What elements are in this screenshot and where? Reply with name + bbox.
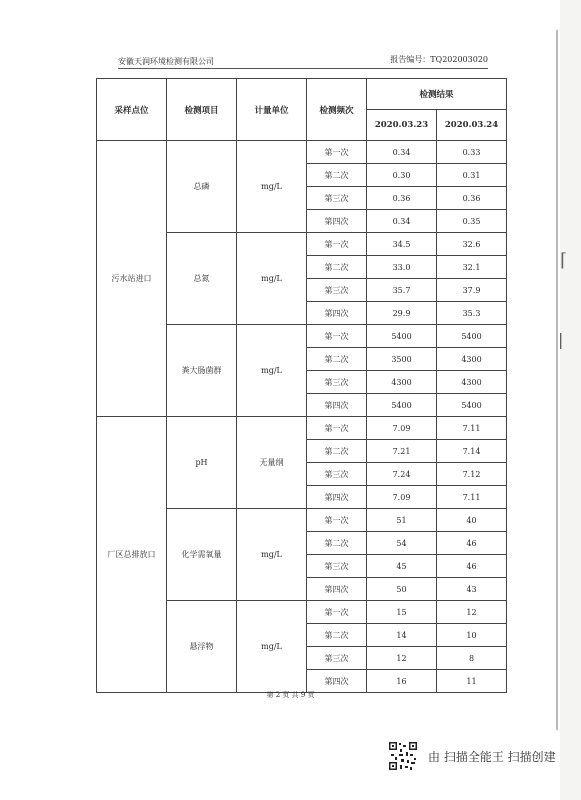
cell-frequency: 第一次 — [307, 141, 367, 164]
page-edge — [556, 30, 558, 730]
header-date-1: 2020.03.23 — [367, 110, 437, 141]
cell-frequency: 第二次 — [307, 256, 367, 279]
cell-unit: mg/L — [237, 509, 307, 601]
cell-value-day1: 33.0 — [367, 256, 437, 279]
cell-value-day2: 43 — [437, 578, 507, 601]
cell-test-item: 粪大肠菌群 — [167, 325, 237, 417]
header-test-item: 检测项目 — [167, 79, 237, 141]
cell-value-day2: 7.12 — [437, 463, 507, 486]
watermark-text: 由 扫描全能王 扫描创建 — [428, 750, 556, 764]
cell-frequency: 第一次 — [307, 601, 367, 624]
cell-frequency: 第四次 — [307, 302, 367, 325]
cell-value-day2: 40 — [437, 509, 507, 532]
cell-unit: mg/L — [237, 233, 307, 325]
cell-test-item: pH — [167, 417, 237, 509]
header-sampling-point: 采样点位 — [97, 79, 167, 141]
cell-test-item: 总氮 — [167, 233, 237, 325]
cell-frequency: 第三次 — [307, 647, 367, 670]
cell-frequency: 第一次 — [307, 325, 367, 348]
cell-value-day2: 37.9 — [437, 279, 507, 302]
header-unit: 计量单位 — [237, 79, 307, 141]
cell-value-day2: 35.3 — [437, 302, 507, 325]
cell-value-day2: 7.11 — [437, 486, 507, 509]
cell-unit: mg/L — [237, 141, 307, 233]
cell-value-day2: 7.14 — [437, 440, 507, 463]
cell-frequency: 第三次 — [307, 279, 367, 302]
cell-value-day1: 50 — [367, 578, 437, 601]
cell-value-day2: 0.35 — [437, 210, 507, 233]
cell-frequency: 第四次 — [307, 210, 367, 233]
document-header — [118, 54, 488, 70]
cell-value-day1: 14 — [367, 624, 437, 647]
cell-value-day2: 11 — [437, 670, 507, 693]
qr-code-icon — [388, 741, 418, 771]
cell-value-day1: 54 — [367, 532, 437, 555]
cell-value-day1: 5400 — [367, 325, 437, 348]
cell-test-item: 总磷 — [167, 141, 237, 233]
cell-value-day1: 7.09 — [367, 486, 437, 509]
cell-value-day2: 32.1 — [437, 256, 507, 279]
cell-frequency: 第二次 — [307, 624, 367, 647]
cell-value-day1: 12 — [367, 647, 437, 670]
cell-value-day2: 46 — [437, 555, 507, 578]
cell-value-day2: 5400 — [437, 325, 507, 348]
cell-frequency: 第一次 — [307, 509, 367, 532]
cell-value-day1: 5400 — [367, 394, 437, 417]
header-results: 检测结果 — [367, 79, 507, 110]
cell-value-day2: 4300 — [437, 371, 507, 394]
cell-value-day1: 0.34 — [367, 210, 437, 233]
cell-frequency: 第二次 — [307, 532, 367, 555]
cell-value-day1: 7.24 — [367, 463, 437, 486]
cell-value-day1: 0.34 — [367, 141, 437, 164]
cell-frequency: 第三次 — [307, 371, 367, 394]
cell-sampling-point: 厂区总排放口 — [97, 417, 167, 693]
cell-value-day2: 8 — [437, 647, 507, 670]
cell-frequency: 第一次 — [307, 417, 367, 440]
cell-frequency: 第二次 — [307, 348, 367, 371]
cell-value-day2: 0.31 — [437, 164, 507, 187]
cell-frequency: 第四次 — [307, 670, 367, 693]
cell-frequency: 第二次 — [307, 440, 367, 463]
cell-unit: 无量纲 — [237, 417, 307, 509]
cell-value-day1: 3500 — [367, 348, 437, 371]
edge-artifact: ⌈ — [560, 250, 568, 271]
table-body — [97, 141, 507, 693]
cell-value-day1: 51 — [367, 509, 437, 532]
cell-unit: mg/L — [237, 325, 307, 417]
cell-value-day1: 7.09 — [367, 417, 437, 440]
page-number: 第 2 页 共 9 页 — [266, 691, 315, 699]
cell-value-day1: 16 — [367, 670, 437, 693]
cell-value-day1: 34.5 — [367, 233, 437, 256]
table-row — [97, 417, 507, 440]
cell-value-day1: 15 — [367, 601, 437, 624]
cell-value-day1: 0.36 — [367, 187, 437, 210]
cell-value-day2: 32.6 — [437, 233, 507, 256]
cell-frequency: 第三次 — [307, 463, 367, 486]
cell-value-day2: 12 — [437, 601, 507, 624]
cell-frequency: 第三次 — [307, 187, 367, 210]
cell-value-day1: 29.9 — [367, 302, 437, 325]
cell-unit: mg/L — [237, 601, 307, 693]
cell-value-day2: 4300 — [437, 348, 507, 371]
cell-value-day2: 5400 — [437, 394, 507, 417]
cell-value-day2: 0.33 — [437, 141, 507, 164]
cell-sampling-point: 污水站进口 — [97, 141, 167, 417]
cell-test-item: 悬浮物 — [167, 601, 237, 693]
results-table — [96, 78, 507, 693]
header-date-2: 2020.03.24 — [437, 110, 507, 141]
cell-frequency: 第四次 — [307, 578, 367, 601]
cell-frequency: 第三次 — [307, 555, 367, 578]
cell-value-day1: 35.7 — [367, 279, 437, 302]
table-row — [97, 141, 507, 164]
header-frequency: 检测频次 — [307, 79, 367, 141]
cell-value-day2: 10 — [437, 624, 507, 647]
company-name: 安徽天润环境检测有限公司 — [118, 57, 214, 66]
cell-frequency: 第一次 — [307, 233, 367, 256]
cell-value-day1: 4300 — [367, 371, 437, 394]
cell-frequency: 第四次 — [307, 486, 367, 509]
cell-test-item: 化学需氧量 — [167, 509, 237, 601]
cell-frequency: 第四次 — [307, 394, 367, 417]
cell-value-day2: 46 — [437, 532, 507, 555]
cell-value-day1: 7.21 — [367, 440, 437, 463]
header-rule — [118, 68, 488, 69]
cell-value-day1: 45 — [367, 555, 437, 578]
report-number: 报告编号：TQ202003020 — [390, 55, 488, 64]
cell-value-day2: 7.11 — [437, 417, 507, 440]
cell-value-day2: 0.36 — [437, 187, 507, 210]
edge-artifact: | — [558, 330, 564, 349]
cell-frequency: 第二次 — [307, 164, 367, 187]
cell-value-day1: 0.30 — [367, 164, 437, 187]
